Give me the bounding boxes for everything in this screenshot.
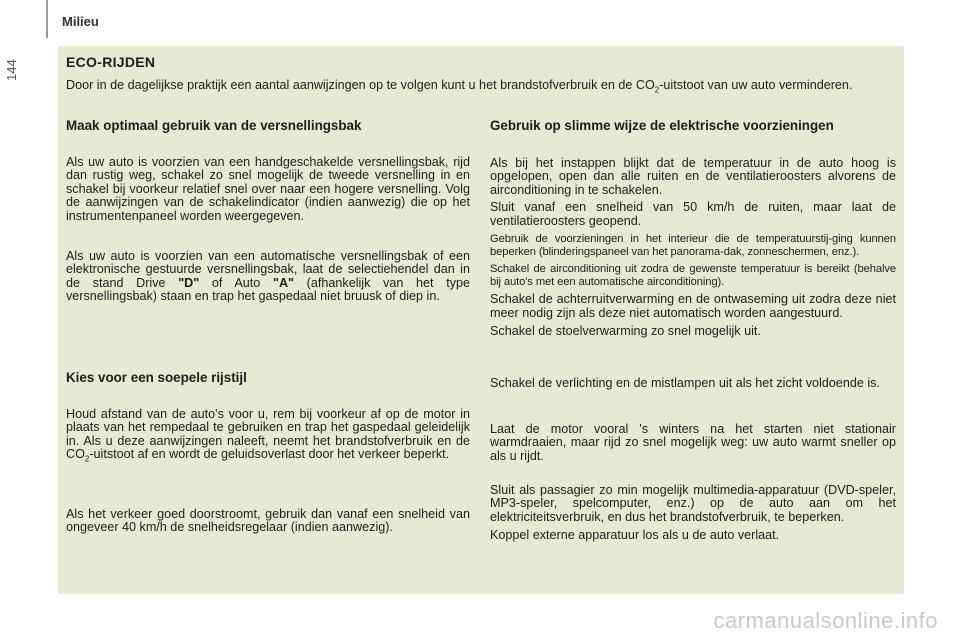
electrical-p2: Sluit vanaf een snelheid van 50 km/h de ruiten, maar laat de ventilatieroosters geopend. (490, 200, 896, 228)
electrical-p1: Als bij het instappen blijkt dat de temperatuur in de auto hoog is opgelopen, open dan alle ruiten en de ventilatieroosters alvorens de airconditioning in te schakelen. (490, 156, 896, 197)
gearbox-auto-paragraph: Als uw auto is voorzien van een automatische versnellingsbak of een elektronische gestuurde versnellingsbak, laat de selectiehendel dan in de stand Drive "D" of Auto "A" (afhankelijk van het type versnellingsbak) staan en trap het gaspedaal niet bruusk of diep in. (66, 249, 470, 304)
electrical-p5: Schakel de achterruitverwarming en de ontwaseming uit zodra deze niet meer nodig zijn als deze niet automatisch worden aangestuurd. (490, 292, 896, 320)
electrical-section-d (490, 484, 896, 543)
page-number: 144 (4, 59, 19, 81)
electrical-p9: Sluit als passagier zo min mogelijk multimedia-apparatuur (DVD-speler, MP3-speler, spelcomputer, enz.) op de auto aan om het elektriciteitsverbruik, en dus het brandstofverbruik, te beperken. (490, 483, 896, 524)
gearbox-manual-paragraph: Als uw auto is voorzien van een handgeschakelde versnellingsbak, rijd dan rustig weg, schakel zo snel mogelijk de tweede versnelling in en schakel bij voorkeur relatief snel over naar een hogere versnelling. Volg de aanwijzingen van de schakelindicator (indien aanwezig) die op het instrumentenpaneel worden weergegeven. (66, 155, 470, 223)
watermark: carmanualsonline.info (713, 608, 938, 633)
heading-driving-style: Kies voor een soepele rijstijl (66, 370, 247, 385)
eco-intro: Door in de dagelijkse praktijk een aantal aanwijzingen op te volgen kunt u het brandstofverbruik en de $CO_2$-uitstoot van uw auto verminderen. (66, 78, 853, 95)
gearbox-section (66, 156, 470, 223)
co2-subscript: 2 (654, 85, 660, 95)
electrical-section-c (490, 423, 896, 463)
electrical-p6: Schakel de stoelverwarming zo snel mogelijk uit. (490, 324, 761, 339)
electrical-p7: Schakel de verlichting en de mistlampen uit als het zicht voldoende is. (490, 376, 880, 390)
electrical-p3: Gebruik de voorzieningen in het interieur die de temperatuurstij-ging kunnen beperken (blinderingspaneel van het panorama-dak, zonneschermen, enz.). (490, 233, 896, 258)
electrical-p10: Koppel externe apparatuur los als u de auto verlaat. (490, 528, 780, 543)
heading-electrical: Gebruik op slimme wijze de elektrische voorzieningen (490, 118, 834, 133)
side-rule (46, 0, 48, 38)
cruise-section (66, 508, 470, 535)
electrical-p8: Laat de motor vooral 's winters na het starten niet stationair warmdraaien, maar rijd zo snel mogelijk weg: uw auto warmt sneller op als u rijdt. (490, 422, 896, 463)
driving-style-section (66, 408, 470, 462)
electrical-section-a (490, 157, 896, 339)
heading-gearbox: Maak optimaal gebruik van de versnellingsbak (66, 118, 362, 133)
section-label: Milieu (62, 14, 99, 29)
driving-style-paragraph: Houd afstand van de auto's voor u, rem bij voorkeur af op de motor in plaats van het rempedaal te gebruiken en trap het gaspedaal geleidelijk in. Als u deze aanwijzingen naleeft, neemt het brandstofverbruik en de $CO_2$-uitstoot af en wordt de geluidsoverlast door het verkeer beperkt. (66, 407, 470, 464)
electrical-p4: Schakel de airconditioning uit zodra de gewenste temperatuur is bereikt (behalve bij auto's met een automatische airconditioning). (490, 263, 896, 288)
gearbox-auto-section (66, 250, 470, 304)
eco-title: ECO-RIJDEN (66, 54, 156, 70)
electrical-section-b (490, 377, 896, 390)
cruise-control-paragraph: Als het verkeer goed doorstroomt, gebruik dan vanaf een snelheid van ongeveer 40 km/h de snelheidsregelaar (indien aanwezig). (66, 507, 470, 535)
